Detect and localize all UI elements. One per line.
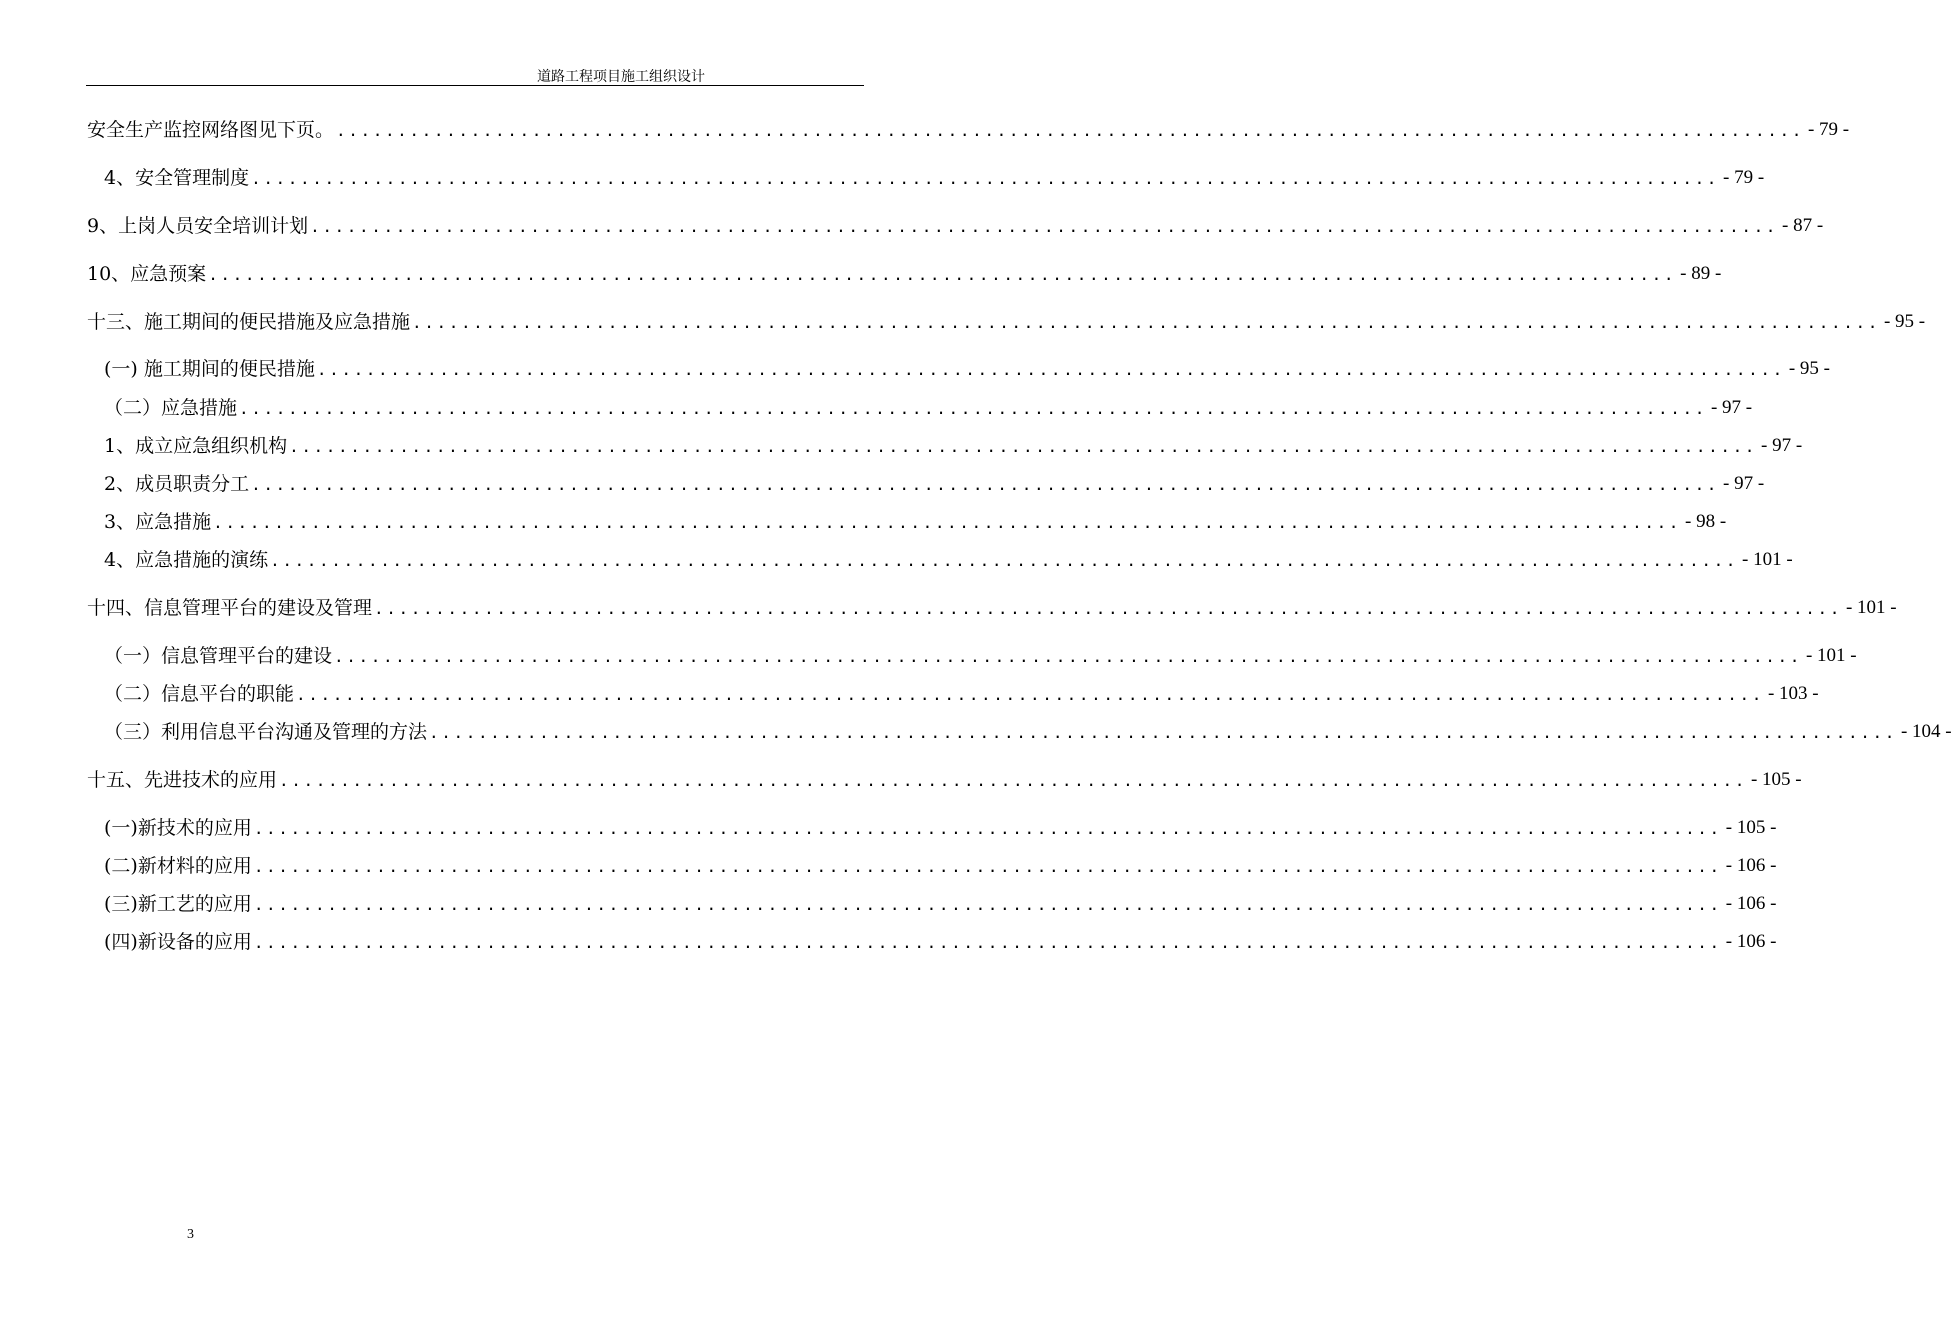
toc-entry-title: 3、应急措施 [104,511,212,533]
toc-entry-page: - 79 - [1723,167,1765,188]
toc-entry-title: 十三、施工期间的便民措施及应急措施 [87,311,411,333]
toc-entry-title: (一)新技术的应用 [104,817,252,839]
toc-leader: ........................................................................................................................ [239,399,1707,418]
toc-entry[interactable] [87,213,1824,239]
toc-entry-title: 2、成员职责分工 [104,473,250,495]
toc-entry-page: - 97 - [1761,435,1803,456]
toc-leader: ........................................................................................................................ [310,217,1779,236]
toc-entry[interactable] [104,719,1952,745]
toc-leader: ........................................................................................................................ [429,723,1897,742]
toc-entry[interactable] [87,595,1897,621]
toc-entry-title: 安全生产监控网络图见下页。 [87,119,335,141]
toc-entry[interactable] [104,891,1777,917]
toc-entry-page: - 101 - [1742,549,1793,570]
toc-leader: ........................................................................................................................ [374,599,1842,618]
toc-entry[interactable] [104,929,1777,955]
toc-entry-page: - 106 - [1725,855,1777,876]
toc-entry-page: - 79 - [1807,119,1850,140]
toc-entry-title: 1、成立应急组织机构 [104,435,288,457]
toc-entry-page: - 98 - [1685,511,1727,532]
toc-entry-page: - 97 - [1723,473,1765,494]
toc-entry[interactable] [104,815,1777,841]
toc-entry[interactable] [104,395,1753,421]
page-number: 3 [187,1227,194,1242]
toc-entry-page: - 105 - [1750,769,1802,790]
toc-leader: ........................................................................................................................ [253,933,1722,952]
toc-entry[interactable] [104,853,1777,879]
toc-leader: ........................................................................................................................ [412,313,1880,332]
toc-entry-page: - 87 - [1782,215,1824,236]
toc-entry[interactable] [104,356,1830,382]
toc-entry-title: 十五、先进技术的应用 [87,769,278,791]
header-title: 道路工程项目施工组织设计 [537,69,705,85]
toc-entry-page: - 104 - [1900,721,1952,742]
toc-entry[interactable] [104,509,1727,535]
toc-entry-page: - 89 - [1680,263,1722,284]
toc-entry[interactable] [87,309,1926,335]
toc-entry-title: 4、应急措施的演练 [104,549,269,571]
toc-entry-title: （三）利用信息平台沟通及管理的方法 [104,721,428,743]
toc-leader: ........................................................................................................................ [316,360,1785,379]
toc-entry[interactable] [87,117,1850,143]
toc-leader: ........................................................................................................................ [296,685,1764,704]
toc-entry-page: - 95 - [1788,358,1830,379]
toc-leader: ........................................................................................................................ [270,551,1739,570]
toc-entry-page: - 105 - [1725,817,1777,838]
toc-leader: ........................................................................................................................ [334,647,1802,666]
toc-entry-title: 4、安全管理制度 [104,167,250,189]
toc-entry-title: (二)新材料的应用 [104,855,252,877]
toc-entry-page: - 103 - [1767,683,1819,704]
toc-leader: ........................................................................................................................ [251,475,1720,494]
toc-leader: ........................................................................................................................ [279,771,1747,790]
toc-entry-title: （二）信息平台的职能 [104,683,295,705]
toc-entry[interactable] [104,433,1803,459]
toc-entry-title: 10、应急预案 [87,263,207,285]
toc-entry[interactable] [104,643,1857,669]
toc-entry-title: 9、上岗人员安全培训计划 [87,215,309,237]
toc-entry[interactable] [87,261,1722,287]
toc-entry-title: （二）应急措施 [104,397,238,419]
toc-entry-title: (一) 施工期间的便民措施 [104,358,315,380]
toc-entry[interactable] [104,681,1819,707]
toc-entry-title: (四)新设备的应用 [104,931,252,953]
toc-entry-page: - 106 - [1725,893,1777,914]
toc-entry-title: (三)新工艺的应用 [104,893,252,915]
toc-leader: ........................................................................................................................ [213,513,1682,532]
toc-entry-page: - 101 - [1805,645,1857,666]
toc-entry-page: - 101 - [1845,597,1897,618]
toc-leader: ........................................................................................................................ [253,895,1722,914]
toc-entry[interactable] [104,547,1793,573]
toc-entry-title: （一）信息管理平台的建设 [104,645,333,667]
toc-entry-page: - 97 - [1710,397,1753,418]
toc-leader: ........................................................................................................................ [289,437,1758,456]
toc-entry[interactable] [104,165,1765,191]
toc-leader: ........................................................................................................................ [208,265,1677,284]
toc-entry-title: 十四、信息管理平台的建设及管理 [87,597,373,619]
toc-entry[interactable] [87,767,1802,793]
toc-leader: ........................................................................................................................ [253,857,1722,876]
toc-entry-page: - 95 - [1883,311,1926,332]
toc-leader: ........................................................................................................................ [336,121,1804,140]
toc-entry[interactable] [104,471,1765,497]
toc-leader: ........................................................................................................................ [253,819,1722,838]
toc-leader: ........................................................................................................................ [251,169,1720,188]
toc-entry-page: - 106 - [1725,931,1777,952]
